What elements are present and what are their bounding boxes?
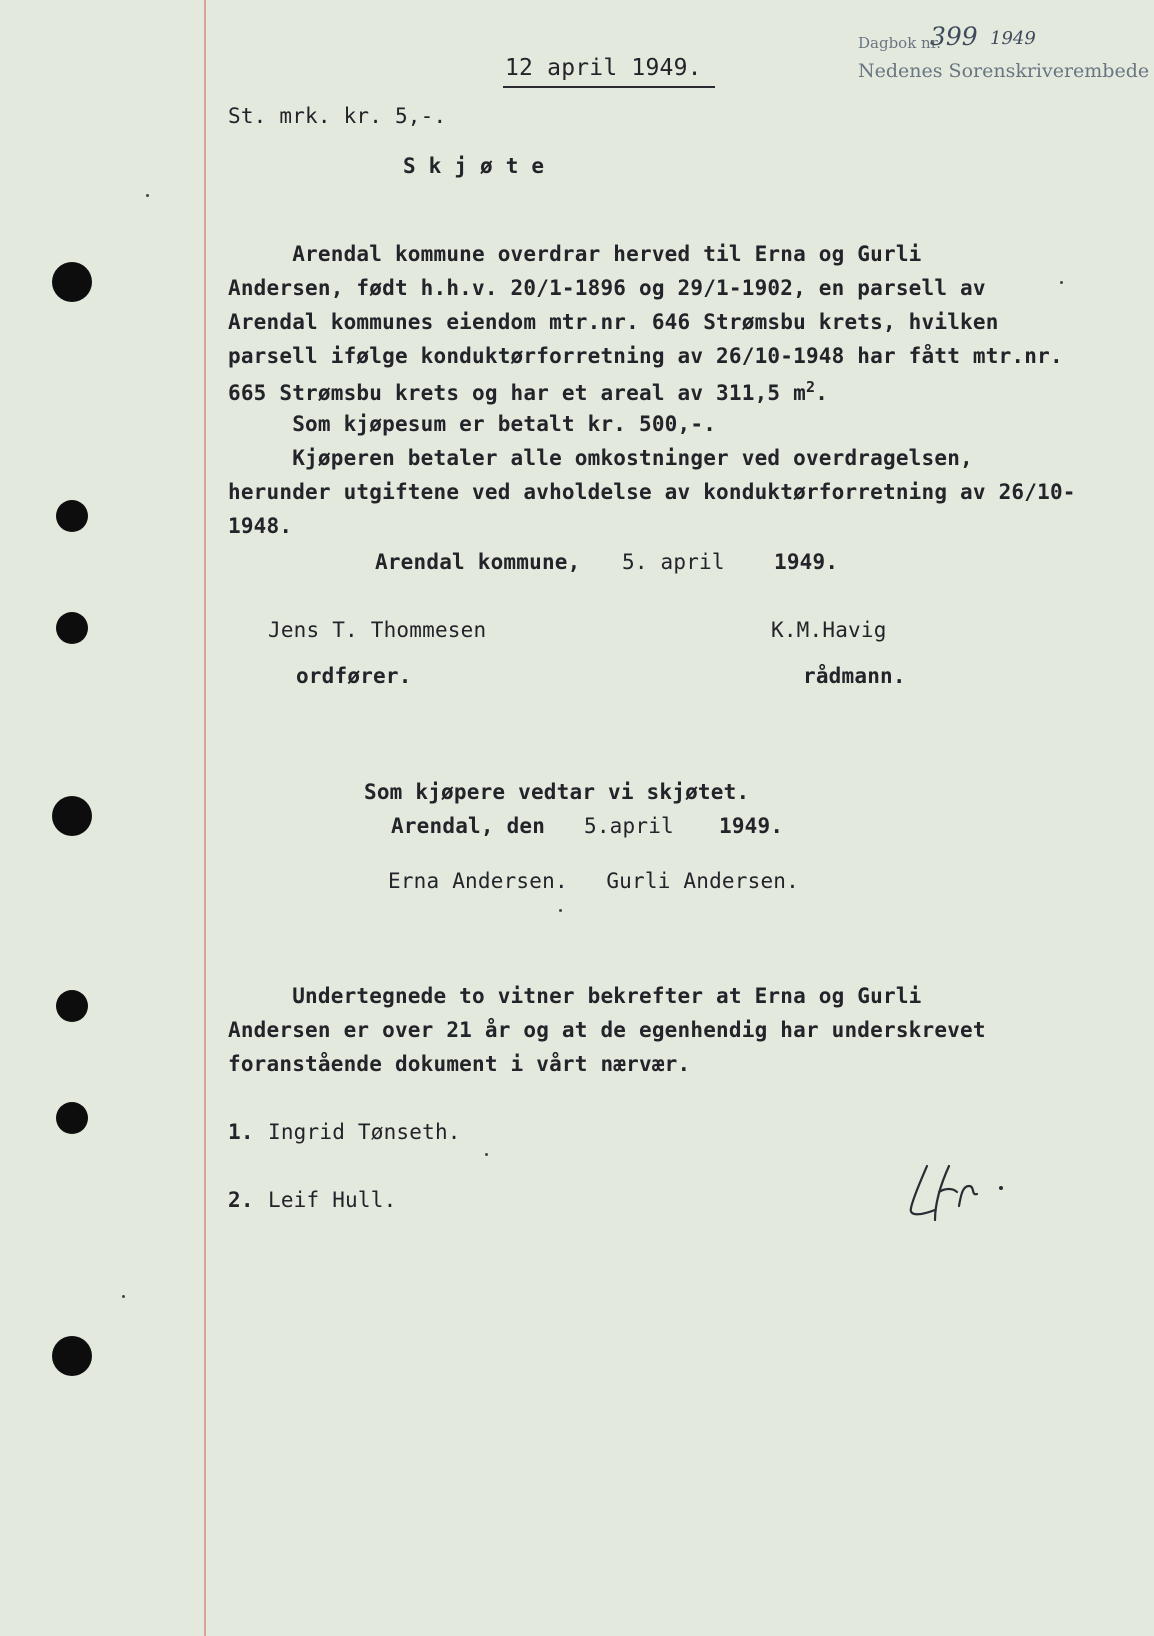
witness-2-number: 2.: [228, 1188, 254, 1212]
office-stamp: Nedenes Sorenskriverembede: [858, 60, 1150, 82]
margin-line: [204, 0, 206, 1636]
buyers-year: 1949.: [719, 814, 784, 838]
witness-1-number: 1.: [228, 1120, 254, 1144]
speck: [122, 1295, 125, 1298]
buyers-day: 5.april: [584, 814, 674, 838]
body-line: 1948.: [228, 514, 293, 538]
signer-left-name: Jens T. Thommesen: [268, 618, 487, 642]
dagbok-number: 399: [930, 22, 978, 51]
stamp-duty: St. mrk. kr. 5,-.: [228, 104, 447, 128]
body-line: [228, 378, 828, 405]
body-line: Arendal kommune overdrar herved til Erna og Gurli: [228, 242, 922, 266]
punch-hole: [56, 500, 88, 532]
date-underline: [503, 86, 715, 88]
signer-right-name: K.M.Havig: [771, 618, 887, 642]
buyers-place: Arendal, den: [391, 814, 546, 838]
handwritten-initials: [905, 1158, 1015, 1228]
punch-hole: [52, 262, 92, 302]
place-date-day: 5. april: [622, 550, 725, 574]
area-period: .: [815, 381, 829, 405]
body-line: Kjøperen betaler alle omkostninger ved overdragelsen,: [228, 446, 973, 470]
place-date-prefix: Arendal kommune,: [375, 550, 581, 574]
punch-hole: [56, 612, 88, 644]
body-line-text: 665 Strømsbu krets og har et areal av 311,5 m: [228, 381, 806, 405]
body-line: Arendal kommunes eiendom mtr.nr. 646 Strømsbu krets, hvilken: [228, 310, 999, 334]
place-date-year: 1949.: [774, 550, 839, 574]
speck: [559, 909, 562, 912]
signer-left-title: ordfører.: [296, 664, 412, 688]
punch-hole: [52, 1336, 92, 1376]
signer-right-title: rådmann.: [803, 664, 906, 688]
document-title: S k j ø t e: [403, 154, 545, 178]
body-line: Andersen, født h.h.v. 20/1-1896 og 29/1-1902, en parsell av: [228, 276, 986, 300]
buyers-names: Erna Andersen. Gurli Andersen.: [388, 869, 799, 893]
punch-hole: [56, 990, 88, 1022]
punch-hole: [56, 1102, 88, 1134]
body-line: herunder utgiftene ved avholdelse av konduktørforretning av 26/10-: [228, 480, 1076, 504]
speck: [485, 1153, 488, 1156]
speck: [146, 194, 149, 197]
witness-line: foranstående dokument i vårt nærvær.: [228, 1052, 691, 1076]
witness-line: Undertegnede to vitner bekrefter at Erna og Gurli: [228, 984, 922, 1008]
dagbok-label: Dagbok nr.: [858, 34, 942, 52]
dagbok-year: 1949: [990, 28, 1036, 49]
witness-2-name: Leif Hull.: [268, 1188, 397, 1212]
punch-hole: [52, 796, 92, 836]
witness-1-name: Ingrid Tønseth.: [268, 1120, 461, 1144]
body-line: Som kjøpesum er betalt kr. 500,-.: [228, 412, 717, 436]
witness-line: Andersen er over 21 år og at de egenhendig har underskrevet: [228, 1018, 986, 1042]
body-line: parsell ifølge konduktørforretning av 26/10-1948 har fått mtr.nr.: [228, 344, 1063, 368]
buyers-accept: Som kjøpere vedtar vi skjøtet.: [364, 780, 750, 804]
area-superscript: 2: [805, 378, 816, 396]
speck: [1060, 281, 1063, 284]
date-heading: 12 april 1949.: [505, 55, 702, 81]
